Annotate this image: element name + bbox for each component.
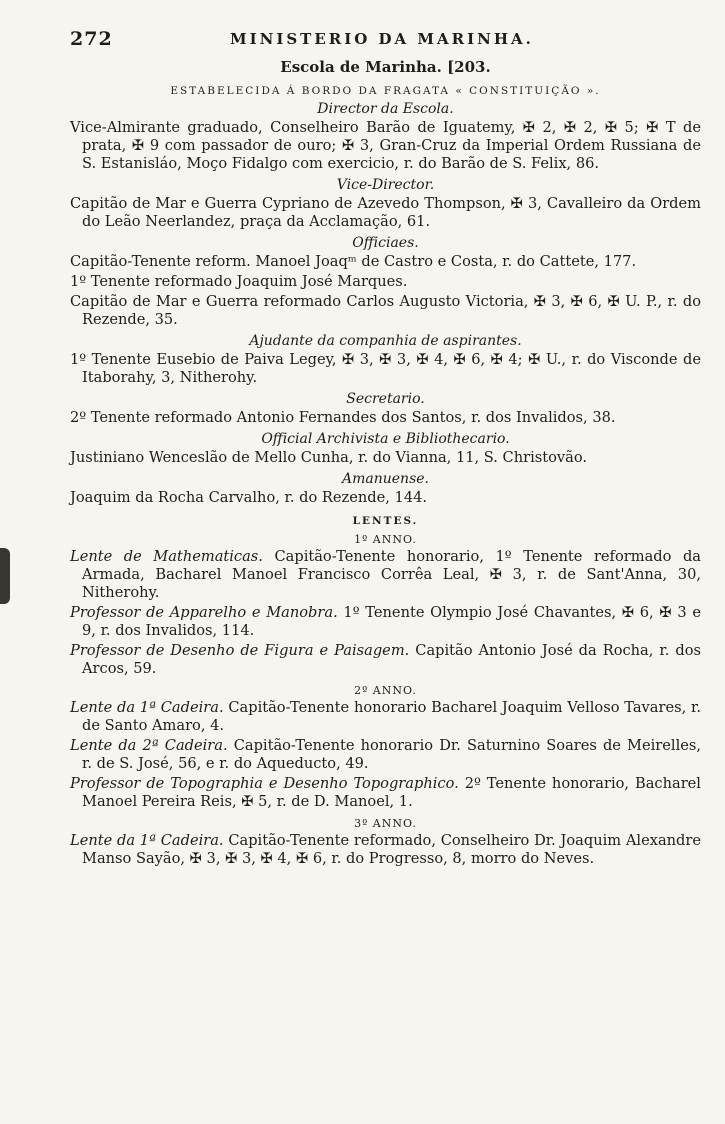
lente-details: 2º Tenente honorario, Bacharel Manoel Pereira Reis, ✠ 5, r. de D. Manoel, 1.	[82, 775, 701, 810]
vice-director-entry: Capitão de Mar e Guerra Cypriano de Azevedo Thompson, ✠ 3, Cavalleiro da Ordem do Leão Neerlandez, praça da Acclamação, 61.	[70, 195, 701, 230]
director-heading: Director da Escola.	[317, 101, 454, 117]
lente-entry	[70, 604, 701, 640]
year1-list	[70, 548, 701, 678]
lente-entry	[70, 642, 701, 678]
officer-entry: Capitão de Mar e Guerra reformado Carlos Augusto Victoria, ✠ 3, ✠ 6, ✠ U. P., r. do Rezende, 35.	[70, 293, 701, 328]
lente-role: Professor de Desenho de Figura e Paisagem.	[70, 642, 410, 659]
lente-role: Lente da 1ª Cadeira.	[70, 832, 224, 849]
amanuense-entry: Joaquim da Rocha Carvalho, r. do Rezende, 144.	[70, 489, 428, 506]
lente-details: Capitão-Tenente reformado, Conselheiro Dr. Joaquim Alexandre Manso Sayão, ✠ 3, ✠ 3, ✠ 4, ✠ 6, r. do Progresso, 8, morro do Neves.	[82, 832, 702, 867]
lente-entry	[70, 832, 701, 868]
lente-details: Capitão-Tenente honorario, 1º Tenente reformado da Armada, Bacharel Manoel Francisco Corrêa Leal, ✠ 3, r. de Sant'Anna, 30, Nitherohy.	[82, 548, 701, 601]
director-entry: Vice-Almirante graduado, Conselheiro Barão de Iguatemy, ✠ 2, ✠ 2, ✠ 5; ✠ T de prata, ✠ 9 com passador de ouro; ✠ 3, Gran-Cruz da Imperial Ordem Russiana de S. Estanisláo, Moço Fidalgo com exercicio, r. do Barão de S. Felix, 86.	[70, 119, 701, 172]
lente-details: 1º Tenente Olympio José Chavantes, ✠ 6, ✠ 3 e 9, r. dos Invalidos, 114.	[82, 604, 701, 639]
running-title: MINISTERIO DA MARINHA.	[230, 30, 534, 48]
ajudante-entry: 1º Tenente Eusebio de Paiva Legey, ✠ 3, ✠ 3, ✠ 4, ✠ 6, ✠ 4; ✠ U., r. do Visconde de Itaborahy, 3, Nitherohy.	[70, 351, 701, 386]
officers-heading: Officiaes.	[352, 235, 419, 251]
lente-details: Capitão Antonio José da Rocha, r. dos Arcos, 59.	[82, 642, 701, 677]
library-stamp-mark	[0, 548, 10, 604]
establishment-line: ESTABELECIDA Á BORDO DA FRAGATA « CONSTITUIÇÃO ».	[170, 85, 601, 97]
lente-role: Lente de Mathematicas.	[70, 548, 263, 565]
archivist-entry: Justiniano Wenceslão de Mello Cunha, r. do Vianna, 11, S. Christovão.	[70, 449, 588, 466]
secretary-heading: Secretario.	[346, 391, 425, 407]
lente-role: Professor de Apparelho e Manobra.	[70, 604, 338, 621]
officer-entry: Capitão-Tenente reform. Manoel Joaqᵐ de Castro e Costa, r. do Cattete, 177.	[70, 253, 637, 270]
secretary-entry: 2º Tenente reformado Antonio Fernandes dos Santos, r. dos Invalidos, 38.	[70, 409, 616, 426]
officer-entry: 1º Tenente reformado Joaquim José Marques.	[70, 273, 408, 290]
year3-list	[70, 832, 701, 868]
vice-director-heading: Vice-Director.	[336, 177, 435, 193]
lente-details: Capitão-Tenente honorario Bacharel Joaquim Velloso Tavares, r. de Santo Amaro, 4.	[82, 699, 702, 734]
lente-role: Lente da 1ª Cadeira.	[70, 699, 224, 716]
year-heading: 1º ANNO.	[354, 533, 417, 546]
lente-entry	[70, 737, 701, 773]
amanuense-heading: Amanuense.	[342, 471, 429, 487]
lente-entry	[70, 699, 701, 735]
lentes-heading: LENTES.	[352, 515, 419, 527]
lente-entry	[70, 548, 701, 602]
ajudante-heading: Ajudante da companhia de aspirantes.	[249, 333, 522, 349]
running-head	[70, 28, 701, 50]
year2-list	[70, 699, 701, 811]
section-subhead: Escola de Marinha. [203.	[280, 58, 491, 76]
lente-details: Capitão-Tenente honorario Dr. Saturnino Soares de Meirelles, r. de S. José, 56, e r. do Aqueducto, 49.	[82, 737, 702, 772]
page-number: 272	[70, 28, 113, 50]
year-heading: 3º ANNO.	[354, 817, 417, 830]
archivist-heading: Official Archivista e Bibliothecario.	[261, 431, 510, 447]
year-heading: 2º ANNO.	[354, 684, 417, 697]
lente-role: Professor de Topographia e Desenho Topographico.	[70, 775, 459, 792]
lente-entry	[70, 775, 701, 811]
lente-role: Lente da 2ª Cadeira.	[70, 737, 228, 754]
